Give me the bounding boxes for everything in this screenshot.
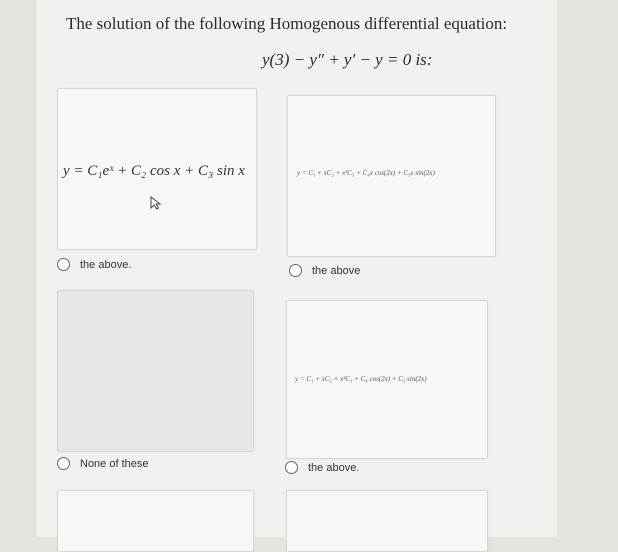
option-4-radio[interactable] xyxy=(285,461,298,474)
option-3-label: None of these xyxy=(80,457,149,470)
option-1[interactable] xyxy=(57,258,131,271)
option-card-2[interactable] xyxy=(287,95,496,257)
option-card-1[interactable] xyxy=(57,88,257,250)
option-2-radio[interactable] xyxy=(289,264,302,277)
mouse-pointer-icon xyxy=(150,196,162,210)
option-formula-2: y = C₁ + xC₂ + x²C₃ + C₄x cos(2x) + C₅x sin(2x) xyxy=(297,169,435,177)
option-3[interactable] xyxy=(57,457,149,470)
question-text: The solution of the following Homogenous differential equation: xyxy=(66,14,508,33)
option-formula-1: y = C₁eˣ + C₂ cos x + C₃ sin x xyxy=(63,163,245,179)
equation: y(3) − y″ + y′ − y = 0 is: xyxy=(262,50,433,69)
option-card-4[interactable] xyxy=(286,300,488,459)
option-4[interactable] xyxy=(285,461,359,474)
next-card-right xyxy=(286,490,488,552)
option-3-radio[interactable] xyxy=(57,457,70,470)
option-formula-4: y = C₁ + xC₂ + x²C₃ + C₄ cos(2x) + C₅ sin(2x) xyxy=(295,375,427,383)
next-card-left xyxy=(57,490,254,552)
option-1-radio[interactable] xyxy=(57,258,70,271)
option-card-3[interactable] xyxy=(57,290,254,452)
option-2[interactable] xyxy=(289,264,360,277)
option-1-label: the above. xyxy=(80,258,132,271)
option-4-label: the above. xyxy=(308,461,360,474)
option-2-label: the above xyxy=(312,264,361,277)
